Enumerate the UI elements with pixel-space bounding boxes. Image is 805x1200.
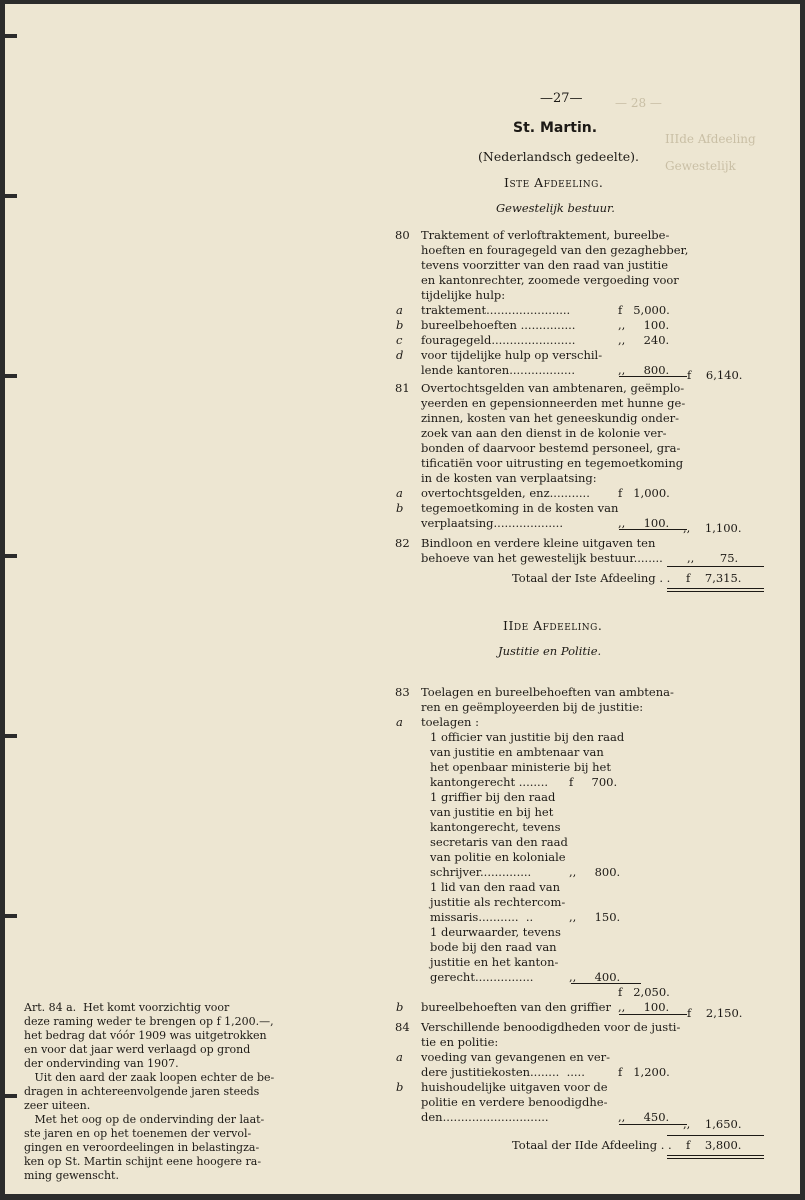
text-line: kantongerecht ........ xyxy=(430,775,549,789)
binding-mark xyxy=(5,34,17,38)
item-letter: b xyxy=(396,1000,404,1014)
section-subheading: Gewestelijk bestuur. xyxy=(496,201,615,215)
document-subtitle: (Nederlandsch gedeelte). xyxy=(478,149,639,164)
article-number: 83 xyxy=(395,685,410,699)
text-line: kantongerecht, tevens xyxy=(430,820,561,834)
binding-mark xyxy=(5,1094,17,1098)
binding-mark xyxy=(5,914,17,918)
amount: ,, 100. xyxy=(618,1000,670,1014)
subtotal-rule xyxy=(619,376,687,377)
margin-note-line: en voor dat jaar werd verlaagd op grond xyxy=(24,1043,251,1056)
text-line: 1 officier van justitie bij den raad xyxy=(430,730,625,744)
text-line: verplaatsing................... xyxy=(421,516,563,530)
item-letter: d xyxy=(396,348,404,362)
amount: f 5,000. xyxy=(618,303,670,317)
item-letter: b xyxy=(396,318,404,332)
text-line: justitie en het kanton- xyxy=(430,955,559,969)
subtotal-amount: f 2,050. xyxy=(618,985,670,999)
amount: ,, 100. xyxy=(618,318,670,332)
binding-mark xyxy=(5,374,17,378)
margin-note-line: Met het oog op de ondervinding der laat- xyxy=(24,1113,265,1126)
text-line: van politie en koloniale xyxy=(430,850,566,864)
margin-note-line: dragen in achtereenvolgende jaren steeds xyxy=(24,1085,260,1098)
text-line: 1 lid van den raad van xyxy=(430,880,560,894)
article-number: 84 xyxy=(395,1020,410,1034)
subtotal-amount: ,, 1,100. xyxy=(683,521,742,535)
amount: ,, 100. xyxy=(618,516,670,530)
text-line: schrijver.............. xyxy=(430,865,532,879)
text-line: voor tijdelijke hulp op verschil- xyxy=(421,348,603,362)
text-line: in de kosten van verplaatsing: xyxy=(421,471,597,485)
text-line: yeerden en gepensionneerden met hunne ge- xyxy=(421,396,686,410)
amount: ,, 240. xyxy=(618,333,670,347)
item-letter: b xyxy=(396,1080,404,1094)
article-number: 82 xyxy=(395,536,410,550)
text-line: voeding van gevangenen en ver- xyxy=(421,1050,611,1064)
document-page xyxy=(5,4,800,1194)
article-number: 81 xyxy=(395,381,410,395)
text-line: secretaris van den raad xyxy=(430,835,568,849)
bleed-through-page-number: — 28 — xyxy=(615,96,662,110)
item-letter: a xyxy=(396,1050,403,1064)
text-line: huishoudelijke uitgaven voor de xyxy=(421,1080,608,1094)
subtotal-rule xyxy=(619,1014,687,1015)
section-heading: IIde Afdeeling. xyxy=(503,618,603,633)
text-line: Traktement of verloftraktement, bureelbe- xyxy=(421,228,670,242)
margin-note-line: gingen en veroordeelingen in belastingza- xyxy=(24,1141,260,1154)
subtotal-amount: f 2,150. xyxy=(687,1006,743,1020)
text-line: bonden of daarvoor bestemd personeel, gra- xyxy=(421,441,681,455)
subtotal-amount: f 6,140. xyxy=(687,368,743,382)
text-line: hoeften en fouragegeld van den gezaghebber, xyxy=(421,243,689,257)
text-line: gerecht................ xyxy=(430,970,534,984)
text-line: bureelbehoeften ............... xyxy=(421,318,576,332)
binding-mark xyxy=(5,734,17,738)
text-line: behoeve van het gewestelijk bestuur........ xyxy=(421,551,663,565)
article-number: 80 xyxy=(395,228,410,242)
bleed-through-text: Gewestelijk xyxy=(665,159,736,173)
margin-note-line: deze raming weder te brengen op f 1,200.—, xyxy=(24,1015,274,1028)
amount: ,, 75. xyxy=(687,551,739,565)
text-line: traktement....................... xyxy=(421,303,571,317)
total-amount: f 3,800. xyxy=(686,1138,742,1152)
total-double-rule xyxy=(667,588,764,592)
amount: f 700. xyxy=(569,775,618,789)
amount: f 1,000. xyxy=(618,486,670,500)
text-line: bureelbehoeften van den griffier xyxy=(421,1000,611,1014)
text-line: justitie als rechtercom- xyxy=(430,895,566,909)
subtotal-rule xyxy=(619,529,687,530)
margin-note-line: ken op St. Martin schijnt eene hoogere ra- xyxy=(24,1155,262,1168)
document-title: St. Martin. xyxy=(513,120,598,136)
text-line: tie en politie: xyxy=(421,1035,499,1049)
text-line: het openbaar ministerie bij het xyxy=(430,760,611,774)
item-letter: a xyxy=(396,715,403,729)
text-line: zoek van aan den dienst in de kolonie ver- xyxy=(421,426,667,440)
text-line: Toelagen en bureelbehoeften van ambtena- xyxy=(421,685,674,699)
total-rule xyxy=(667,1135,764,1136)
item-letter: c xyxy=(396,333,403,347)
subtotal-rule xyxy=(619,1124,687,1125)
text-line: den............................. xyxy=(421,1110,549,1124)
total-label: Totaal der Iste Afdeeling . . xyxy=(512,571,671,585)
section-subheading: Justitie en Politie. xyxy=(498,644,602,658)
text-line: van justitie en ambtenaar van xyxy=(430,745,604,759)
text-line: missaris........... .. xyxy=(430,910,534,924)
text-line: Verschillende benoodigdheden voor de justi- xyxy=(421,1020,681,1034)
margin-note-line: zeer uiteen. xyxy=(24,1099,91,1112)
subtotal-rule xyxy=(571,983,641,984)
binding-mark xyxy=(5,554,17,558)
item-letter: a xyxy=(396,486,403,500)
amount: ,, 800. xyxy=(569,865,621,879)
text-line: toelagen : xyxy=(421,715,479,729)
total-label: Totaal der IIde Afdeeling . . xyxy=(512,1138,672,1152)
margin-note-line: ming gewenscht. xyxy=(24,1169,119,1182)
margin-note-line: Uit den aard der zaak loopen echter de be- xyxy=(24,1071,275,1084)
text-line: tegemoetkoming in de kosten van xyxy=(421,501,619,515)
amount: f 1,200. xyxy=(618,1065,670,1079)
amount: ,, 150. xyxy=(569,910,621,924)
text-line: lende kantoren.................. xyxy=(421,363,575,377)
bleed-through-text: IIIde Afdeeling xyxy=(665,132,756,146)
text-line: en kantonrechter, zoomede vergoeding voor xyxy=(421,273,679,287)
text-line: tificatiën voor uitrusting en tegemoetkoming xyxy=(421,456,684,470)
text-line: bode bij den raad van xyxy=(430,940,557,954)
text-line: 1 griffier bij den raad xyxy=(430,790,556,804)
text-line: Bindloon en verdere kleine uitgaven ten xyxy=(421,536,656,550)
text-line: dere justitiekosten........ ..... xyxy=(421,1065,585,1079)
text-line: tijdelijke hulp: xyxy=(421,288,506,302)
amount: ,, 450. xyxy=(618,1110,670,1124)
text-line: politie en verdere benoodigdhe- xyxy=(421,1095,608,1109)
margin-note-line: ste jaren en op het toenemen der vervol- xyxy=(24,1127,252,1140)
text-line: 1 deurwaarder, tevens xyxy=(430,925,561,939)
text-line: fouragegeld....................... xyxy=(421,333,576,347)
text-line: Overtochtsgelden van ambtenaren, geëmplo- xyxy=(421,381,685,395)
text-line: tevens voorzitter van den raad van justitie xyxy=(421,258,669,272)
total-rule xyxy=(667,566,764,567)
amount: ,, 400. xyxy=(569,970,621,984)
margin-note-line: Art. 84 a. Het komt voorzichtig voor xyxy=(24,1001,230,1014)
total-double-rule xyxy=(667,1155,764,1159)
margin-note-line: der ondervinding van 1907. xyxy=(24,1057,179,1070)
text-line: overtochtsgelden, enz........... xyxy=(421,486,590,500)
subtotal-amount: ,, 1,650. xyxy=(683,1117,742,1131)
section-heading: Iste Afdeeling. xyxy=(504,175,604,190)
page-number: —27— xyxy=(540,91,583,106)
text-line: ren en geëmployeerden bij de justitie: xyxy=(421,700,644,714)
item-letter: a xyxy=(396,303,403,317)
text-line: van justitie en bij het xyxy=(430,805,554,819)
margin-note-line: het bedrag dat vóór 1909 was uitgetrokken xyxy=(24,1029,267,1042)
amount: ,, 800. xyxy=(618,363,670,377)
total-amount: f 7,315. xyxy=(686,571,742,585)
binding-mark xyxy=(5,194,17,198)
text-line: zinnen, kosten van het geneeskundig onder- xyxy=(421,411,680,425)
item-letter: b xyxy=(396,501,404,515)
